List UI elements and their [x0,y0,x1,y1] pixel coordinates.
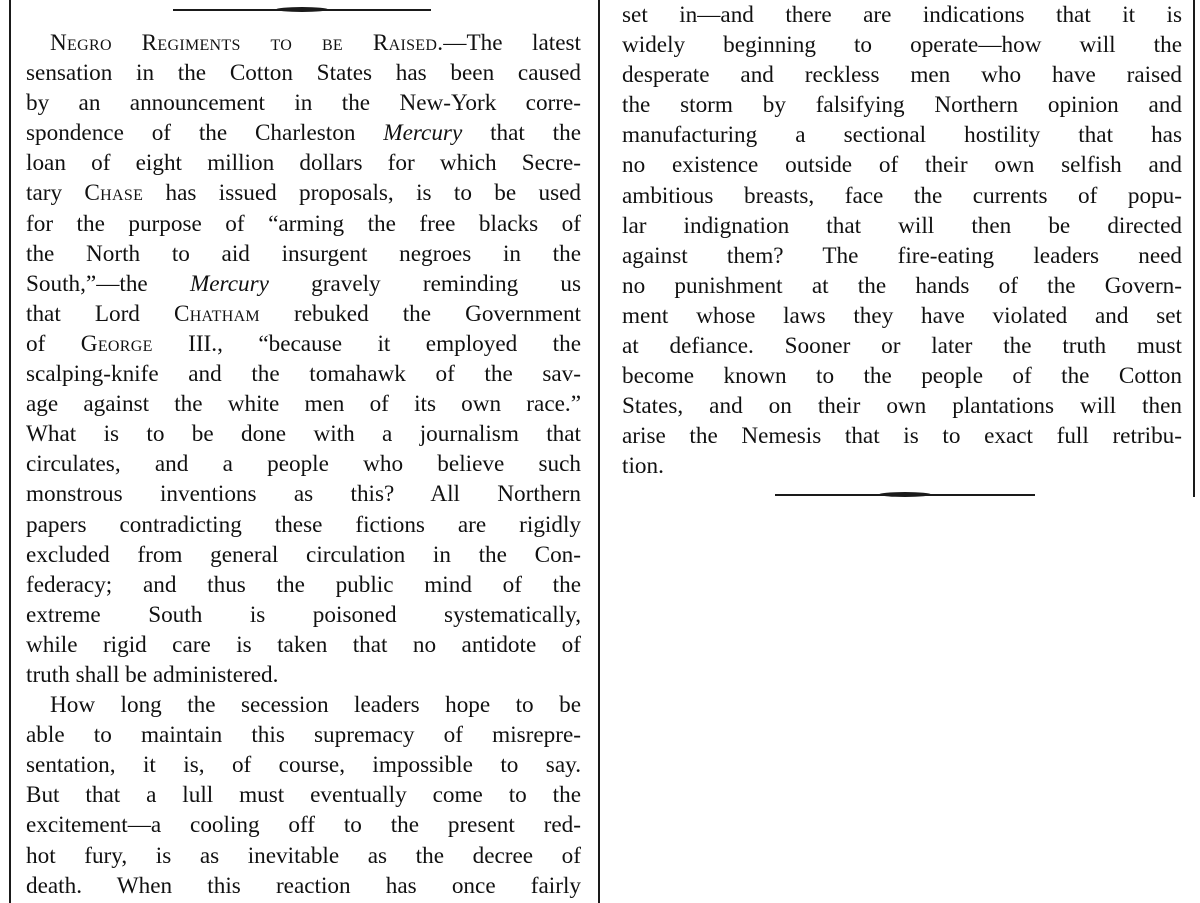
text-segment: tary [26,180,85,207]
text-line [622,361,1182,391]
text-segment: death. When this reaction has once fairly [26,872,581,899]
text-segment: manufacturing a sectional hostility that has [622,122,1182,149]
text-segment: papers contradicting these fictions are rigidly [26,511,581,538]
text-segment: III., “because it employed the [152,330,581,357]
text-line [26,329,581,359]
text-line [26,871,581,901]
text-line [622,421,1182,451]
text-segment: federacy; and thus the public mind of the [26,571,581,598]
text-segment: But that a lull must eventually come to the [26,782,581,809]
text-line [26,630,581,660]
text-segment: ambitious breasts, face the currents of popu- [622,182,1182,209]
paragraph [622,0,1182,482]
text-line [622,451,1182,481]
text-segment: set in—and there are indications that it is [622,2,1182,28]
left-margin-rule [9,0,11,903]
text-segment: circulates, and a people who believe such [26,451,581,478]
text-line [26,209,581,239]
text-line [26,148,581,178]
article-column-right [622,0,1182,482]
text-segment: tion. [622,453,664,480]
text-line [26,28,581,58]
text-segment: of [26,330,81,357]
text-segment: at defiance. Sooner or later the truth must [622,333,1182,360]
text-line [26,88,581,118]
text-line [26,600,581,630]
text-line [622,211,1182,241]
text-segment: become known to the people of the Cotton [622,363,1182,390]
text-line [26,810,581,840]
text-line [622,60,1182,90]
italic-text: Mercury [189,270,269,297]
text-line [622,181,1182,211]
small-caps-text: Negro Regiments to be Raised. [50,30,444,56]
text-line [26,841,581,871]
text-segment: that the [462,120,581,147]
text-segment: monstrous inventions as this? All Northern [26,481,581,508]
small-caps-text: Chase [84,180,144,207]
text-segment: lar indignation that will then be directed [622,212,1182,239]
text-line [26,690,581,720]
text-segment: no existence outside of their own selfish and [622,152,1182,179]
text-segment: ment whose laws they have violated and set [622,302,1182,329]
text-line [622,90,1182,120]
text-line [622,0,1182,30]
text-line [26,299,581,329]
text-segment: no punishment at the hands of the Govern- [622,272,1182,299]
text-segment: that Lord [26,300,174,327]
paragraph [26,690,581,901]
paragraph [26,28,581,690]
text-line [26,269,581,299]
text-line [622,391,1182,421]
small-caps-text: Chatham [173,300,260,327]
text-segment: able to maintain this supremacy of misrepre- [26,722,581,749]
text-line [622,331,1182,361]
text-segment: What is to be done with a journalism that [26,421,581,448]
text-line [26,720,581,750]
text-segment: sensation in the Cotton States has been caused [26,60,581,87]
text-segment: by an announcement in the New-York corre- [26,90,581,117]
text-segment: hot fury, is as inevitable as the decree of [26,842,581,869]
text-segment: excluded from general circulation in the Con- [26,541,581,568]
text-line [26,780,581,810]
text-segment: the North to aid insurgent negroes in the [26,240,581,267]
text-line [26,239,581,269]
text-line [622,271,1182,301]
text-segment: States, and on their own plantations will then [622,393,1182,420]
text-line [622,30,1182,60]
text-segment: while rigid care is taken that no antidote of [26,631,581,658]
text-segment: South,”—the [26,270,190,297]
text-segment: truth shall be administered. [26,661,279,688]
end-ornamental-dash [775,489,1035,501]
text-line [622,241,1182,271]
article-column-left [26,28,581,901]
text-line [26,479,581,509]
right-margin-rule [1193,0,1195,497]
text-segment: —The latest [443,30,581,56]
text-segment: extreme South is poisoned systematically, [26,601,581,628]
text-segment: widely beginning to operate—how will the [622,32,1182,59]
italic-text: Mercury [383,120,463,147]
text-line [26,540,581,570]
text-segment: rebuked the Government [259,300,581,327]
text-segment: spondence of the Charleston [26,120,384,147]
text-segment: desperate and reckless men who have raised [622,62,1182,89]
text-line [26,419,581,449]
text-segment: How long the secession leaders hope to be [50,692,581,719]
text-segment: loan of eight million dollars for which Secre- [26,150,581,177]
text-line [26,660,581,690]
text-segment: the storm by falsifying Northern opinion and [622,92,1182,119]
text-line [26,570,581,600]
text-segment: gravely reminding us [268,270,581,297]
text-line [622,301,1182,331]
text-line [622,150,1182,180]
text-segment: age against the white men of its own race.” [26,391,581,418]
text-segment: excitement—a cooling off to the present red- [26,812,581,839]
text-segment: has issued proposals, is to be used [143,180,581,207]
top-ornamental-dash [173,4,431,16]
text-segment: against them? The fire-eating leaders need [622,242,1182,269]
text-line [26,750,581,780]
text-line [622,120,1182,150]
text-line [26,58,581,88]
column-divider-rule [598,0,600,903]
text-segment: arise the Nemesis that is to exact full retribu- [622,423,1182,450]
text-line [26,510,581,540]
small-caps-text: George [80,330,153,357]
text-line [26,178,581,208]
text-segment: sentation, it is, of course, impossible to say. [26,752,581,779]
text-segment: scalping-knife and the tomahawk of the sav- [26,361,581,388]
text-segment: for the purpose of “arming the free blacks of [26,210,581,237]
text-line [26,359,581,389]
text-line [26,118,581,148]
text-line [26,449,581,479]
text-line [26,389,581,419]
